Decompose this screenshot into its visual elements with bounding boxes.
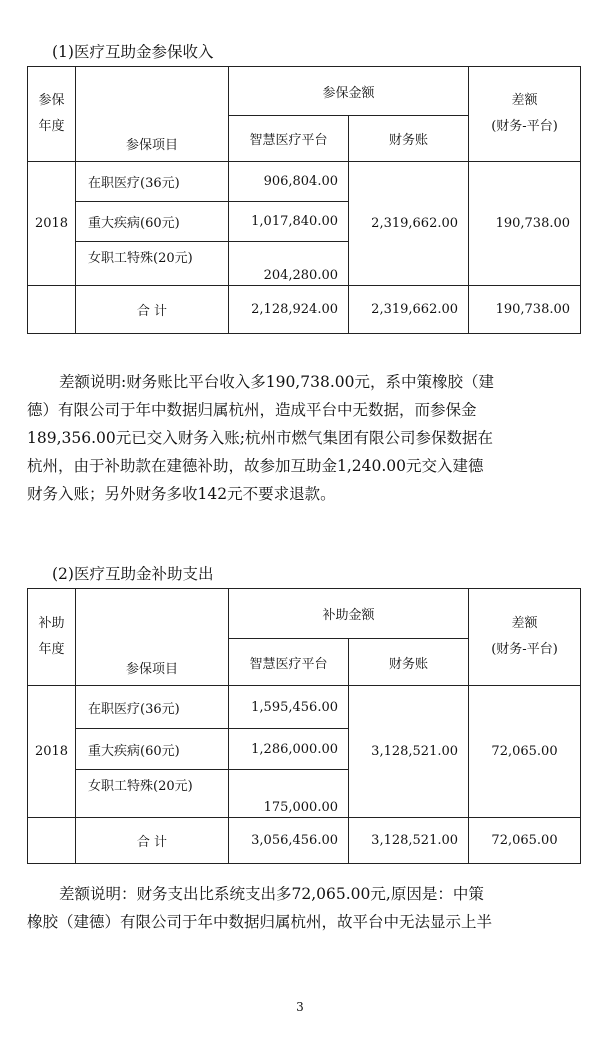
- finance-header: 财务账: [349, 116, 469, 162]
- platform-cell: 1,595,456.00: [229, 686, 349, 729]
- note2-line: 橡胶（建德）有限公司于年中数据归属杭州，故平台中无法显示上半: [27, 913, 493, 931]
- total-diff: 190,738.00: [469, 286, 581, 334]
- amount-group-header: 补助金额: [229, 589, 469, 639]
- total-year-cell: [28, 818, 76, 864]
- total-platform: 3,056,456.00: [229, 818, 349, 864]
- total-finance: 2,319,662.00: [349, 286, 469, 334]
- item-cell: 在职医疗(36元): [76, 162, 229, 202]
- finance-header: 财务账: [349, 639, 469, 686]
- diff-header-cell: [469, 67, 581, 162]
- platform-cell: 175,000.00: [229, 770, 349, 818]
- year-header-cell: [28, 67, 76, 162]
- note1-line: 财务入账；另外财务多收142元不要求退款。: [27, 485, 336, 503]
- section2-title: (2)医疗互助金补助支出: [52, 565, 214, 583]
- income-table: [27, 66, 581, 334]
- total-platform: 2,128,924.00: [229, 286, 349, 334]
- item-cell: 重大疾病(60元): [76, 202, 229, 242]
- note2-line: 差额说明：财务支出比系统支出多72,065.00元,原因是：中策: [59, 885, 484, 903]
- year-header-bottom: 年度: [38, 642, 65, 657]
- expense-table: [27, 588, 581, 864]
- diff-header-cell: [469, 589, 581, 686]
- platform-cell: 906,804.00: [229, 162, 349, 202]
- platform-cell: 1,286,000.00: [229, 729, 349, 770]
- diff-header-bottom: (财务-平台): [491, 119, 558, 134]
- platform-cell: 1,017,840.00: [229, 202, 349, 242]
- platform-header: 智慧医疗平台: [229, 116, 349, 162]
- page-number: 3: [296, 1000, 304, 1014]
- total-label: 合 计: [76, 818, 229, 864]
- diff-cell: 190,738.00: [469, 162, 581, 286]
- note1-line: 杭州，由于补助款在建德补助，故参加互助金1,240.00元交入建德: [27, 457, 484, 475]
- year-cell: 2018: [28, 686, 76, 818]
- item-cell: 重大疾病(60元): [76, 729, 229, 770]
- year-cell: 2018: [28, 162, 76, 286]
- year-header-top: 补助: [38, 616, 65, 631]
- note1-line: 差额说明:财务账比平台收入多190,738.00元，系中策橡胶（建: [59, 373, 494, 391]
- diff-header-top: 差额: [511, 616, 538, 631]
- item-cell: 在职医疗(36元): [76, 686, 229, 729]
- diff-cell: 72,065.00: [469, 686, 581, 818]
- item-header: 参保项目: [76, 67, 229, 162]
- finance-cell: 3,128,521.00: [349, 686, 469, 818]
- note1-paragraph: [27, 368, 580, 508]
- item-cell: 女职工特殊(20元): [76, 242, 229, 286]
- item-cell: 女职工特殊(20元): [76, 770, 229, 818]
- total-finance: 3,128,521.00: [349, 818, 469, 864]
- platform-header: 智慧医疗平台: [229, 639, 349, 686]
- platform-cell: 204,280.00: [229, 242, 349, 286]
- total-year-cell: [28, 286, 76, 334]
- year-header-top: 参保: [38, 93, 65, 108]
- diff-header-top: 差额: [511, 93, 538, 108]
- diff-header-bottom: (财务-平台): [491, 642, 558, 657]
- amount-group-header: 参保金额: [229, 67, 469, 116]
- total-diff: 72,065.00: [469, 818, 581, 864]
- note1-line: 189,356.00元已交入财务入账;杭州市燃气集团有限公司参保数据在: [27, 429, 493, 447]
- note1-line: 德）有限公司于年中数据归属杭州，造成平台中无数据，而参保金: [27, 401, 477, 419]
- finance-cell: 2,319,662.00: [349, 162, 469, 286]
- section1-title: (1)医疗互助金参保收入: [52, 43, 214, 61]
- total-label: 合 计: [76, 286, 229, 334]
- item-header: 参保项目: [76, 589, 229, 686]
- note2-paragraph: [27, 880, 580, 936]
- year-header-bottom: 年度: [38, 119, 65, 134]
- year-header-cell: [28, 589, 76, 686]
